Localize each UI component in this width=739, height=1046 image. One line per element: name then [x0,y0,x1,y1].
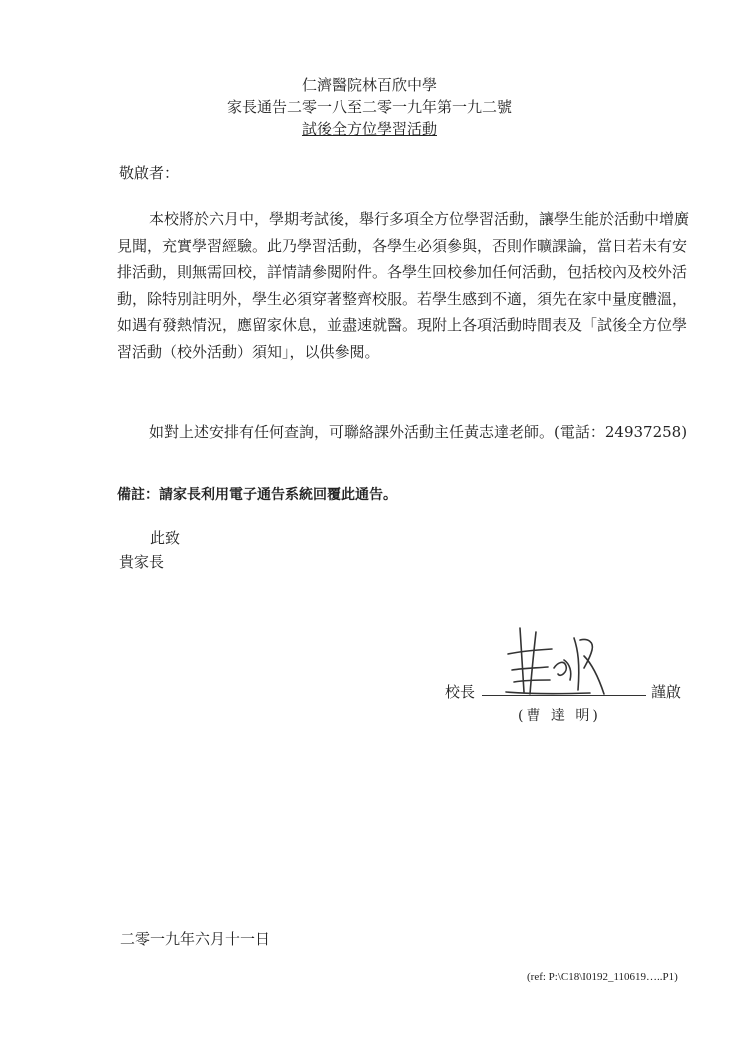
enquiry-paragraph: 如對上述安排有任何查詢，可聯絡課外活動主任黃志達老師。(電話：24937258) [149,423,688,441]
notice-title: 試後全方位學習活動 [301,120,437,138]
salutation: 敬啟者： [119,164,180,182]
reference-code: (ref: P:\C18\I0192_110619…..P1) [527,971,678,983]
principal-name: (曹 達 明) [518,708,601,724]
principal-signature [500,620,610,700]
closing-line-1: 此致 [150,529,181,547]
notice-number: 家長通告二零一八至二零一九年第一九二號 [226,98,512,116]
principal-label: 校長 [445,683,476,701]
body-line-6: 習活動（校外活動）須知」，以供參閱。 [117,342,380,361]
remark: 備註：請家長利用電子通告系統回覆此通告。 [117,487,397,503]
respect-closing: 謹啟 [651,683,682,701]
body-paragraph [117,206,697,365]
school-name: 仁濟醫院林百欣中學 [301,76,437,94]
body-line-2: 見聞，充實學習經驗。此乃學習活動，各學生必須參與，否則作曠課論，當日若未有安 [117,236,688,255]
notice-header [0,74,739,140]
signature-line [482,695,646,696]
issue-date: 二零一九年六月十一日 [120,930,271,948]
body-line-3: 排活動，則無需回校，詳情請參閱附件。各學生回校參加任何活動，包括校內及校外活 [117,263,688,281]
closing-line-2: 貴家長 [119,553,165,571]
body-line-4: 動，除特別註明外，學生必須穿著整齊校服。若學生感到不適，須先在家中量度體溫， [117,289,688,308]
body-line-5: 如遇有發熱情況，應留家休息，並盡速就醫。現附上各項活動時間表及「試後全方位學 [117,316,688,334]
body-line-1: 本校將於六月中，學期考試後，舉行多項全方位學習活動，讓學生能於活動中增廣 [149,210,690,228]
